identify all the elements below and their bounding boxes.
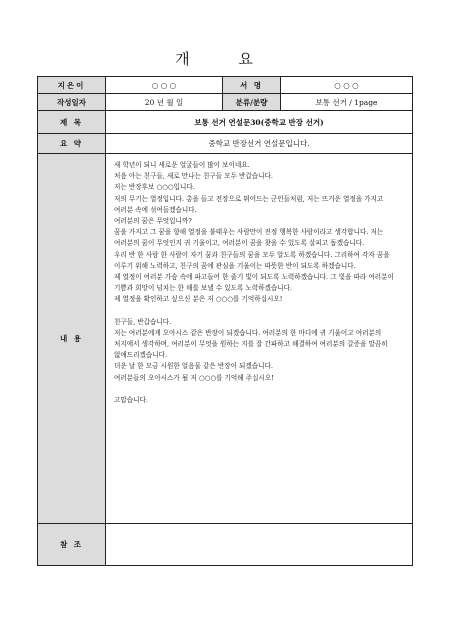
content-paragraph: 저의 무기는 열정입니다. 총을 들고 전장으로 뛰어드는 군인들처럼, 저는 뜨거운 열정을 가지고 여러분 속에 섞여들겠습니다. [114,194,384,214]
content-paragraph: 여러분의 꿈은 무엇입니까? [114,217,192,226]
subject-label: 제 목 [38,111,106,134]
summary-value: 중학교 반장선거 연설문입니다. [106,134,413,154]
content-paragraph: 제 열정이 여러분 가슴 속에 파고들어 한 줄기 빛이 되도록 노력하겠습니다. 그 빛을 따라 여러분이 기쁨과 희망이 넘치는 한 해를 보낼 수 있도록 노력하겠습니다. [114,273,394,293]
content-paragraph: 더운 날 한 모금 시원한 얼음물 같은 반장이 되겠습니다. [114,362,273,371]
content-paragraph: 저는 반장후보 ○○○입니다. [114,183,195,192]
date-value: 20 년 월 일 [106,94,223,111]
date-row [38,94,413,111]
content-label: 내 용 [38,154,106,524]
reference-value [106,524,413,566]
signature-value: ○ ○ ○ [281,77,413,94]
signature-label: 서 명 [223,77,281,94]
author-value: ○ ○ ○ [106,77,223,94]
content-paragraph: 처음 아는 친구들, 새로 만나는 친구들 모두 반갑습니다. [114,172,273,181]
date-label: 작성일자 [38,94,106,111]
subject-row [38,111,413,134]
document-title: 개 요 [175,50,275,68]
author-label: 지은이 [38,77,106,94]
content-paragraph: 고맙습니다. [114,395,148,404]
paragraph-gap [114,384,402,395]
summary-label: 요 약 [38,134,106,154]
author-row [38,77,413,94]
content-paragraphs [114,160,402,406]
category-value: 보통 선거 / 1page [281,94,413,111]
content-body [106,154,413,524]
subject-value: 보통 선거 연설문30(중학교 반장 선거) [106,111,413,134]
content-paragraph: 꿈을 가지고 그 꿈을 향해 열정을 불태우는 사람만이 진정 행복한 사람이라고 생각합니다. 저는 여러분의 꿈이 무엇인지 귀 기울이고, 여러분이 꿈을 찾을 수 있도록 살피고 돕겠습니다. [114,228,384,248]
category-label: 분류/분량 [223,94,281,111]
reference-row [38,524,413,566]
content-paragraph: 친구들, 반갑습니다. [114,317,172,326]
content-paragraph: 여러분들의 오아시스가 될 저 ○○○를 기억해 주십시오! [114,373,274,382]
paragraph-gap [114,306,402,317]
content-paragraph: 우리 반 한 사람 한 사람이 자기 꿈과 친구들의 꿈을 모두 알도록 하겠습니다. 그리하여 각자 꿈을 이루기 위해 노력하고, 친구의 꿈에 관심을 기울이는 따뜻한 반이 되도록 하겠습니다. [114,250,390,270]
reference-label: 참 조 [38,524,106,566]
content-row [38,154,413,524]
content-paragraph: 제 열정을 확인하고 싶으신 분은 저 ○○○를 기억하십시오! [114,295,283,304]
content-paragraph: 저는 여러분에게 오아시스 같은 반장이 되겠습니다. 여러분의 한 마디에 귀 기울이고 여러분의 처지에서 생각하며, 여러분이 무엇을 원하는 지를 잘 간파하고 해결하여 여러분의 갈증을 말끔히 없애드리겠습니다. [114,328,388,360]
summary-row [38,134,413,154]
overview-form [37,76,413,566]
content-paragraph: 새 학년이 되니 새로운 얼굴들이 많이 보이네요. [114,161,250,169]
